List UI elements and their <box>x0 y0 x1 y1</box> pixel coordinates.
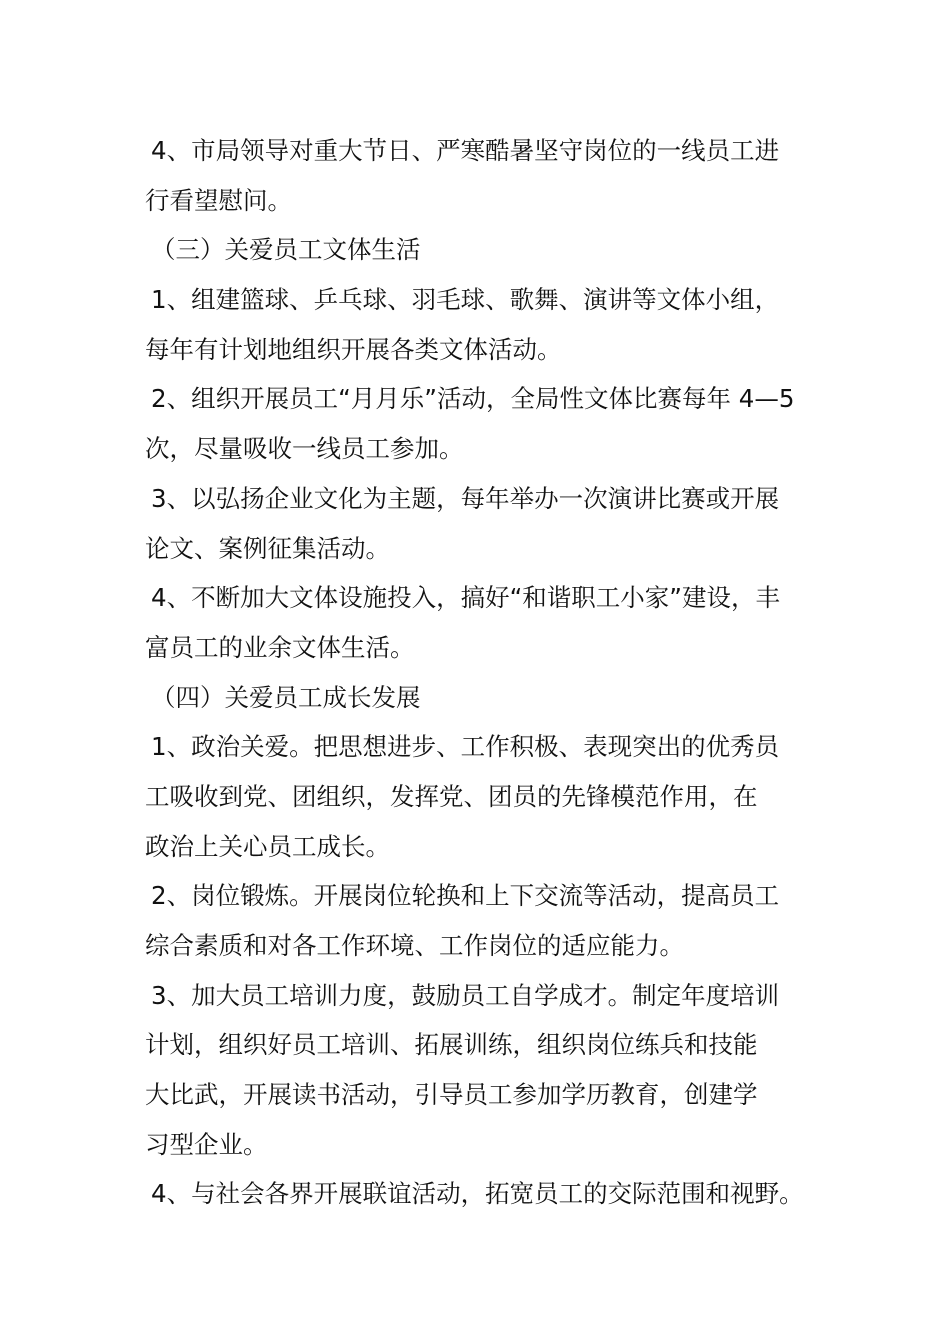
paragraph-line: 3、以弘扬企业文化为主题，每年举办一次演讲比赛或开展 <box>151 483 780 513</box>
paragraph-line: 富员工的业余文体生活。 <box>145 632 415 662</box>
paragraph-line: 1、组建篮球、乒乓球、羽毛球、歌舞、演讲等文体小组， <box>151 285 780 315</box>
paragraph-line: 3、加大员工培训力度，鼓励员工自学成才。制定年度培训 <box>151 980 780 1010</box>
section-heading: （三）关爱员工文体生活 <box>151 235 421 265</box>
paragraph-line: 2、组织开展员工“月月乐”活动，全局性文体比赛每年 4—5 <box>151 384 795 414</box>
paragraph-line: 计划，组织好员工培训、拓展训练，组织岗位练兵和技能 <box>145 1030 758 1060</box>
paragraph-line: 次，尽量吸收一线员工参加。 <box>145 434 464 464</box>
paragraph-line: 综合素质和对各工作环境、工作岗位的适应能力。 <box>145 931 684 960</box>
section-heading: （四）关爱员工成长发展 <box>151 682 421 712</box>
paragraph-line: 1、政治关爱。把思想进步、工作积极、表现突出的优秀员 <box>151 732 780 762</box>
document-body <box>145 126 817 1219</box>
paragraph-line: 大比武，开展读书活动，引导员工参加学历教育，创建学 <box>145 1080 758 1110</box>
paragraph-line: 每年有计划地组织开展各类文体活动。 <box>145 334 562 364</box>
paragraph-line: 习型企业。 <box>145 1129 268 1159</box>
paragraph-line: 行看望慰问。 <box>145 185 292 215</box>
paragraph-line: 4、与社会各界开展联谊活动，拓宽员工的交际范围和视野。 <box>151 1179 804 1209</box>
paragraph-line: 工吸收到党、团组织，发挥党、团员的先锋模范作用，在 <box>145 781 758 811</box>
paragraph-line: 4、市局领导对重大节日、严寒酷暑坚守岗位的一线员工进 <box>151 136 780 165</box>
paragraph-line: 论文、案例征集活动。 <box>145 533 390 563</box>
paragraph-line: 政治上关心员工成长。 <box>145 831 390 861</box>
paragraph-line: 4、不断加大文体设施投入，搞好“和谐职工小家”建设，丰 <box>151 583 780 613</box>
paragraph-line: 2、岗位锻炼。开展岗位轮换和上下交流等活动，提高员工 <box>151 881 780 911</box>
